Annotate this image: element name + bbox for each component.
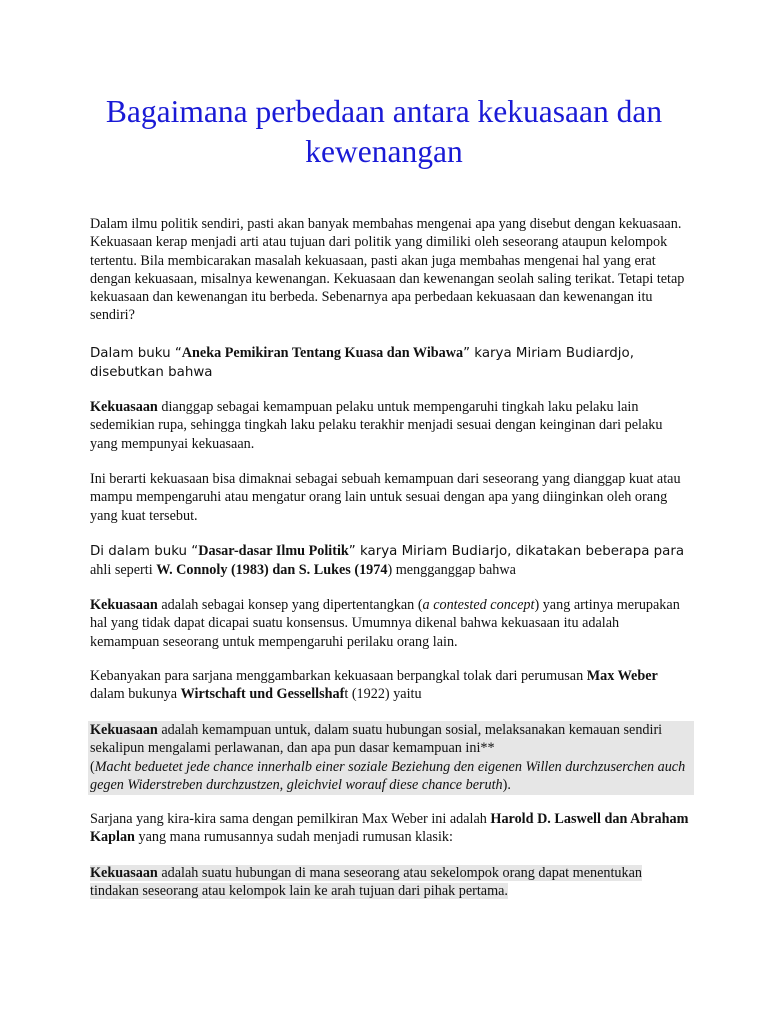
paragraph-contested-concept: Kekuasaan adalah sebagai konsep yang dipertentangkan (a contested concept) yang artinya merupakan hal yang tidak dapat dicapai suatu konsensus. Umumnya dikenal bahwa kekuasaan itu adalah kemampuan seseorang untuk mempengaruhi perilaku orang lain. xyxy=(90,597,680,650)
paragraph-aneka-pemikiran: Dalam buku “Aneka Pemikiran Tentang Kuasa dan Wibawa” karya Miriam Budiardjo, disebutkan bahwa xyxy=(90,345,634,381)
german-quote: Macht beduetet jede chance innerhalb einer soziale Beziehung den eigenen Willen durchzuserchen auch gegen Widerstreben durchzustzen, gleichviel worauf diese chance beruth xyxy=(90,758,686,793)
book-title: Aneka Pemikiran Tentang Kuasa dan Wibawa xyxy=(181,345,464,361)
paragraph-laswell-kaplan: Sarjana yang kira-kira sama dengan pemilkiran Max Weber ini adalah Harold D. Laswell dan Abraham Kaplan yang mana rumusannya sudah menjadi rumusan klasik: xyxy=(90,811,689,846)
page-title: Bagaimana perbedaan antara kekuasaan dan kewenangan xyxy=(105,94,663,169)
term-kekuasaan: Kekuasaan xyxy=(90,399,158,415)
paragraph-intro: Dalam ilmu politik sendiri, pasti akan banyak membahas mengenai apa yang disebut dengan kekuasaan. Kekuasaan kerap menjadi arti atau tujuan dari politik yang dimiliki oleh seseorang ataupun kelompok tertentu. Bila membicarakan masalah kekuasaan, pasti akan juga membahas mengenai hal yang erat dengan kekuasaan, misalnya kewenangan. Kekuasaan dan kewenangan seolah saling terikat. Tetapi tetap kekuasaan dan kewenangan itu berbeda. Sebenarnya apa perbedaan kekuasaan dan kewenangan itu sendiri? xyxy=(90,216,685,324)
highlighted-quote-weber: Kekuasaan adalah kemampuan untuk, dalam suatu hubungan sosial, melaksanakan kemauan sendiri sekalipun mengalami perlawanan, dan apa pun dasar kemampuan ini** (Macht beduetet jede chance innerhalb einer soziale Beziehung den eigenen Willen durchzuserchen auch gegen Widerstreben durchzustzen, gleichviel worauf diese chance beruth). xyxy=(88,721,694,795)
book-title: Wirtschaft und Gessellshaf xyxy=(180,686,345,703)
term-kekuasaan: Kekuasaan xyxy=(90,722,158,738)
term-kekuasaan: Kekuasaan xyxy=(90,865,158,881)
paragraph-dasar-ilmu-politik: Di dalam buku “Dasar-dasar Ilmu Politik” karya Miriam Budiarjo, dikatakan beberapa para ahli seperti W. Connoly (1983) dan S. Lukes (1974) mengganggap bahwa xyxy=(90,543,685,579)
author-name: Max Weber xyxy=(586,668,658,684)
paragraph-interpretation: Ini berarti kekuasaan bisa dimaknai sebagai sebuah kemampuan dari seseorang yang dianggap kuat atau mampu mempengaruhi atau mengatur orang lain untuk sesuai dengan apa yang diinginkan oleh orang yang kuat tersebut. xyxy=(90,471,681,524)
paragraph-max-weber: Kebanyakan para sarjana menggambarkan kekuasaan berpangkal tolak dari perumusan Max Weber dalam bukunya Wirtschaft und Gessellshaft (1922) yaitu xyxy=(90,668,658,703)
highlighted-quote-laswell: Kekuasaan adalah suatu hubungan di mana seseorang atau sekelompok orang dapat menentukan tindakan seseorang atau kelompok lain ke arah tujuan dari pihak pertama. xyxy=(90,865,643,900)
book-title: Dasar-dasar Ilmu Politik xyxy=(198,543,349,559)
paragraph-kekuasaan-definition-1: Kekuasaan dianggap sebagai kemampuan pelaku untuk mempengaruhi tingkah laku pelaku lain sedemikian rupa, sehingga tingkah laku pelaku terakhir menjadi sesuai dengan keinginan dari pelaku yang mempunyai kekuasaan. xyxy=(90,399,663,452)
italic-phrase: a contested concept xyxy=(422,597,535,613)
author-names: Harold D. Laswell dan Abraham Kaplan xyxy=(90,811,689,846)
authors: W. Connoly (1983) dan S. Lukes (1974 xyxy=(156,562,388,579)
term-kekuasaan: Kekuasaan xyxy=(90,597,158,613)
